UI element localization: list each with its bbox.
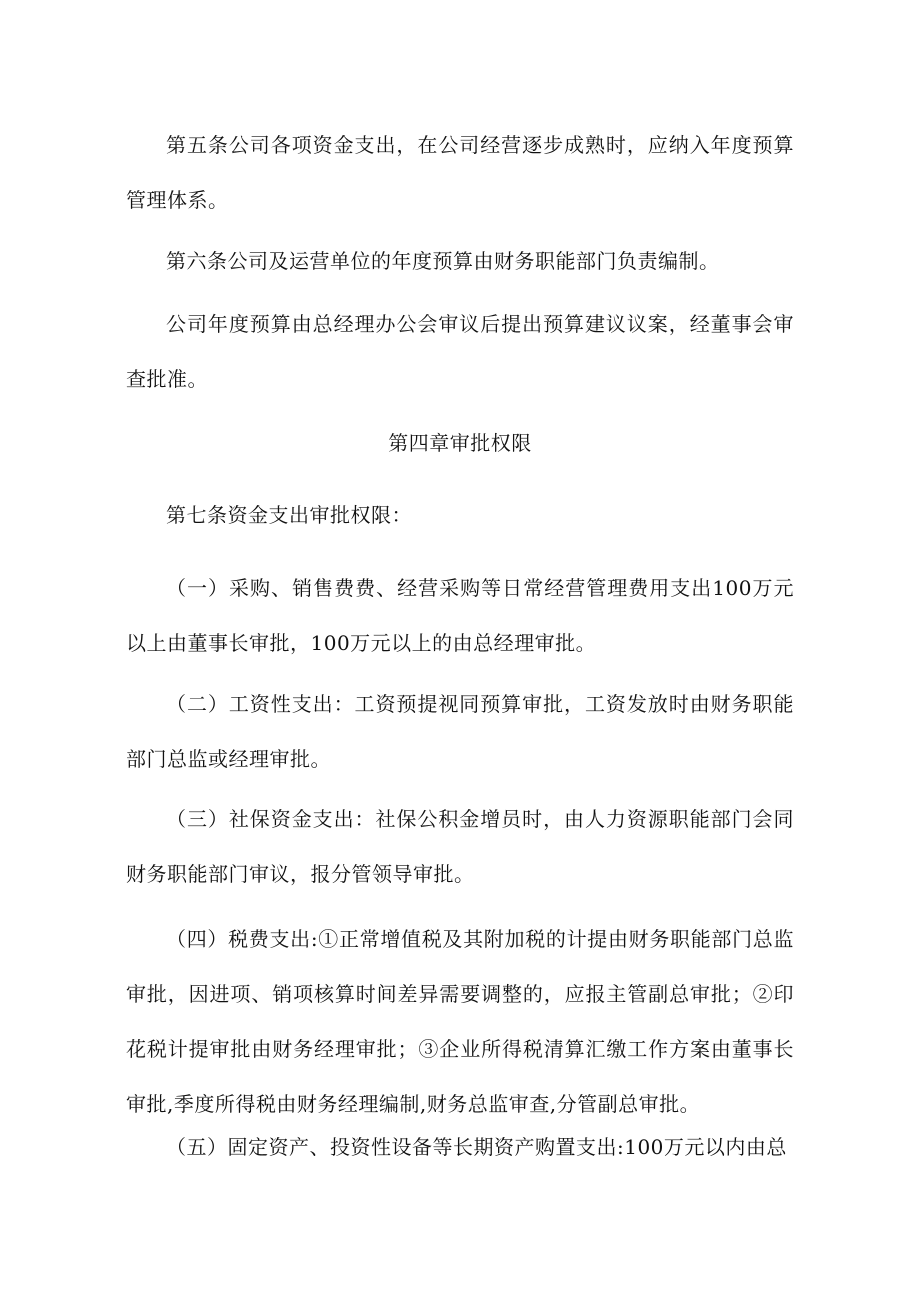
article-7-paragraph: 第七条资金支出审批权限： xyxy=(166,503,412,527)
item-5-paragraph: （五）固定资产、投资性设备等长期资产购置支出:100万元以内由总 xyxy=(166,1135,787,1159)
item-2-paragraph: （二）工资性支出：工资预提视同预算审批，工资发放时由财务职能部门总监或经理审批。 xyxy=(126,692,794,771)
article-5-paragraph: 第五条公司各项资金支出，在公司经营逐步成熟时，应纳入年度预算管理体系。 xyxy=(126,133,794,212)
item-1-paragraph: （一）采购、销售费费、经营采购等日常经营管理费用支出100万元以上由董事长审批，100万元以上的由总经理审批。 xyxy=(126,576,794,655)
item-3-paragraph: （三）社保资金支出：社保公积金增员时，由人力资源职能部门会同财务职能部门审议，报分管领导审批。 xyxy=(126,807,794,886)
item-4-paragraph: （四）税费支出:①正常增值税及其附加税的计提由财务职能部门总监审批，因进项、销项核算时间差异需要调整的，应报主管副总审批；②印花税计提审批由财务经理审批；③企业所得税清算汇缴工作方案由董事长审批,季度所得税由财务经理编制,财务总监审查,分管副总审批。 xyxy=(126,927,794,1116)
budget-approval-paragraph: 公司年度预算由总经理办公会审议后提出预算建议议案，经董事会审查批准。 xyxy=(126,312,794,391)
chapter-4-heading: 第四章审批权限 xyxy=(388,431,532,455)
article-6-paragraph: 第六条公司及运营单位的年度预算由财务职能部门负责编制。 xyxy=(166,249,720,273)
